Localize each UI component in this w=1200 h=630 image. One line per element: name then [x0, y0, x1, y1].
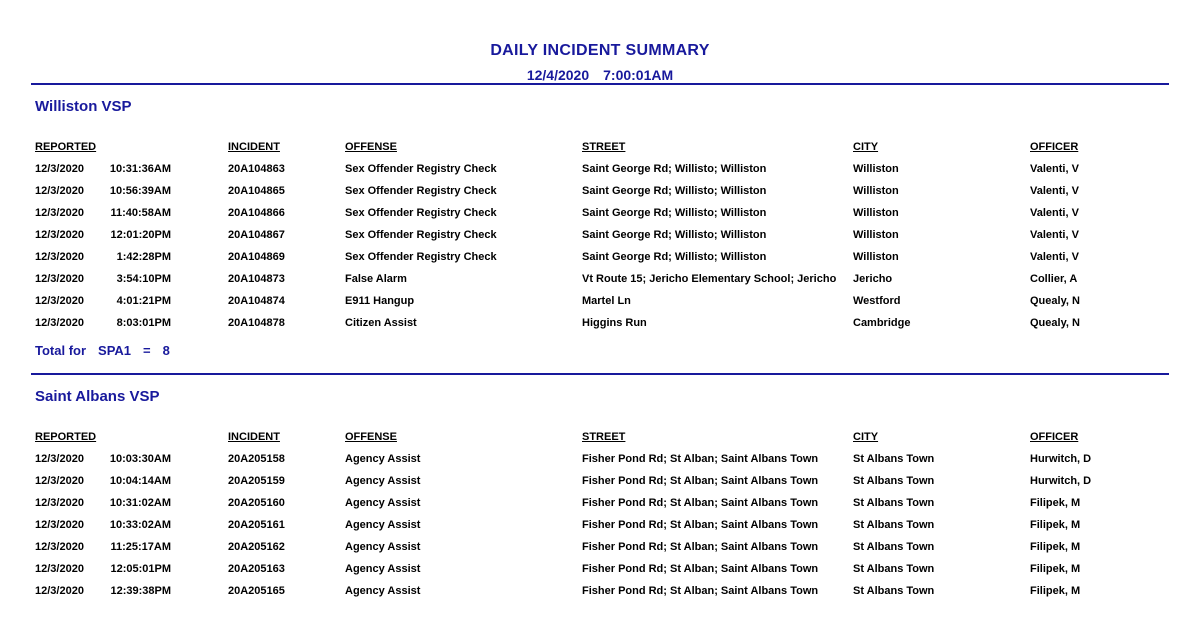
- cell-incident: 20A205161: [228, 519, 285, 531]
- cell-offense: Agency Assist: [345, 497, 421, 509]
- reported-date: 12/3/2020: [35, 563, 84, 575]
- cell-city: Williston: [853, 185, 899, 197]
- cell-incident: 20A104878: [228, 317, 285, 329]
- cell-offense: Sex Offender Registry Check: [345, 251, 497, 263]
- cell-incident: 20A104866: [228, 207, 285, 219]
- reported-date: 12/3/2020: [35, 163, 84, 175]
- table-row: [35, 536, 1169, 558]
- reported-date: 12/3/2020: [35, 317, 84, 329]
- cell-city: Williston: [853, 163, 899, 175]
- reported-date: 12/3/2020: [35, 475, 84, 487]
- section-divider: [31, 373, 1169, 375]
- reported-time: 4:01:21PM: [116, 295, 171, 307]
- report-date: 12/4/2020: [526, 67, 590, 83]
- table-row: [35, 514, 1169, 536]
- reported-time: 1:42:28PM: [116, 251, 171, 263]
- cell-officer: Valenti, V: [1030, 251, 1079, 263]
- cell-incident: 20A205160: [228, 497, 285, 509]
- cell-incident: 20A104874: [228, 295, 285, 307]
- cell-city: Westford: [853, 295, 901, 307]
- cell-city: St Albans Town: [853, 563, 935, 575]
- cell-city: Jericho: [853, 273, 893, 285]
- reported-date: 12/3/2020: [35, 229, 84, 241]
- reported-time: 10:04:14AM: [109, 475, 171, 487]
- cell-officer: Quealy, N: [1030, 317, 1080, 329]
- cell-officer: Valenti, V: [1030, 229, 1079, 241]
- cell-street: Fisher Pond Rd; St Alban; Saint Albans Town: [582, 497, 819, 509]
- total-code: SPA1: [98, 343, 132, 358]
- column-header: OFFENSE: [345, 431, 397, 443]
- cell-reported: [35, 163, 228, 175]
- reported-date: 12/3/2020: [35, 585, 84, 597]
- cell-incident: 20A205165: [228, 585, 285, 597]
- cell-street: Saint George Rd; Willisto; Williston: [582, 163, 767, 175]
- cell-offense: Agency Assist: [345, 563, 421, 575]
- cell-incident: 20A104865: [228, 185, 285, 197]
- reported-date: 12/3/2020: [35, 251, 84, 263]
- cell-offense: Sex Offender Registry Check: [345, 185, 497, 197]
- reported-date: 12/3/2020: [35, 519, 84, 531]
- section-title: Saint Albans VSP: [35, 388, 160, 405]
- cell-city: St Albans Town: [853, 541, 935, 553]
- table-row: [35, 180, 1169, 202]
- cell-incident: 20A205163: [228, 563, 285, 575]
- reported-date: 12/3/2020: [35, 185, 84, 197]
- report-datetime: [31, 67, 1169, 83]
- cell-street: Saint George Rd; Willisto; Williston: [582, 185, 767, 197]
- cell-reported: [35, 497, 228, 509]
- cell-reported: [35, 317, 228, 329]
- cell-incident: 20A104873: [228, 273, 285, 285]
- table-row: [35, 224, 1169, 246]
- reported-time: 3:54:10PM: [116, 273, 171, 285]
- incident-table: [31, 426, 1169, 602]
- cell-reported: [35, 541, 228, 553]
- cell-officer: Hurwitch, D: [1030, 453, 1092, 465]
- cell-officer: Filipek, M: [1030, 519, 1081, 531]
- cell-reported: [35, 585, 228, 597]
- report-header: [31, 0, 1169, 83]
- total-value: 8: [162, 343, 170, 358]
- cell-street: Fisher Pond Rd; St Alban; Saint Albans Town: [582, 453, 819, 465]
- reported-date: 12/3/2020: [35, 497, 84, 509]
- cell-offense: Agency Assist: [345, 541, 421, 553]
- cell-street: Fisher Pond Rd; St Alban; Saint Albans Town: [582, 563, 819, 575]
- reported-time: 8:03:01PM: [116, 317, 171, 329]
- reported-date: 12/3/2020: [35, 207, 84, 219]
- table-row: [35, 558, 1169, 580]
- cell-street: Higgins Run: [582, 317, 647, 329]
- column-header: CITY: [853, 141, 879, 153]
- cell-city: St Albans Town: [853, 519, 935, 531]
- cell-city: St Albans Town: [853, 585, 935, 597]
- reported-date: 12/3/2020: [35, 453, 84, 465]
- cell-offense: False Alarm: [345, 273, 407, 285]
- cell-reported: [35, 207, 228, 219]
- column-header: STREET: [582, 431, 626, 443]
- table-row: [35, 290, 1169, 312]
- table-body: [35, 448, 1169, 602]
- column-header: OFFICER: [1030, 431, 1079, 443]
- cell-officer: Collier, A: [1030, 273, 1078, 285]
- cell-city: Williston: [853, 251, 899, 263]
- cell-reported: [35, 185, 228, 197]
- cell-officer: Valenti, V: [1030, 163, 1079, 175]
- cell-city: St Albans Town: [853, 475, 935, 487]
- reported-time: 12:05:01PM: [110, 563, 171, 575]
- cell-offense: Agency Assist: [345, 453, 421, 465]
- cell-offense: E911 Hangup: [345, 295, 415, 307]
- reported-time: 12:39:38PM: [110, 585, 171, 597]
- cell-officer: Filipek, M: [1030, 497, 1081, 509]
- report-section: [31, 373, 1169, 602]
- reported-time: 11:40:58AM: [110, 207, 171, 219]
- cell-incident: 20A104863: [228, 163, 285, 175]
- reported-time: 10:33:02AM: [109, 519, 171, 531]
- cell-offense: Agency Assist: [345, 475, 421, 487]
- cell-offense: Agency Assist: [345, 585, 421, 597]
- cell-officer: Filipek, M: [1030, 541, 1081, 553]
- page-title: DAILY INCIDENT SUMMARY: [490, 42, 710, 59]
- reported-time: 12:01:20PM: [110, 229, 171, 241]
- table-row: [35, 470, 1169, 492]
- cell-officer: Hurwitch, D: [1030, 475, 1092, 487]
- column-header: OFFICER: [1030, 141, 1079, 153]
- cell-reported: [35, 273, 228, 285]
- table-row: [35, 492, 1169, 514]
- table-row: [35, 158, 1169, 180]
- cell-officer: Quealy, N: [1030, 295, 1080, 307]
- cell-city: St Albans Town: [853, 453, 935, 465]
- section-title: Williston VSP: [35, 98, 132, 115]
- cell-city: Williston: [853, 229, 899, 241]
- cell-reported: [35, 453, 228, 465]
- table-row: [35, 202, 1169, 224]
- cell-city: Williston: [853, 207, 899, 219]
- table-row: [35, 268, 1169, 290]
- cell-street: Fisher Pond Rd; St Alban; Saint Albans Town: [582, 475, 819, 487]
- cell-offense: Sex Offender Registry Check: [345, 207, 497, 219]
- cell-offense: Sex Offender Registry Check: [345, 163, 497, 175]
- cell-reported: [35, 519, 228, 531]
- column-header: REPORTED: [35, 431, 97, 443]
- cell-incident: 20A205158: [228, 453, 285, 465]
- cell-offense: Citizen Assist: [345, 317, 417, 329]
- cell-street: Saint George Rd; Willisto; Williston: [582, 229, 767, 241]
- cell-reported: [35, 475, 228, 487]
- report-section: [31, 83, 1169, 358]
- reported-time: 10:31:36AM: [109, 163, 171, 175]
- cell-reported: [35, 251, 228, 263]
- cell-street: Martel Ln: [582, 295, 631, 307]
- total-equals: =: [143, 343, 151, 358]
- column-header: INCIDENT: [228, 431, 280, 443]
- column-header-row: [35, 136, 1169, 158]
- table-row: [35, 312, 1169, 334]
- table-row: [35, 448, 1169, 470]
- column-header-row: [35, 426, 1169, 448]
- cell-street: Saint George Rd; Willisto; Williston: [582, 207, 767, 219]
- cell-offense: Sex Offender Registry Check: [345, 229, 497, 241]
- total-label: Total for: [35, 343, 87, 358]
- cell-offense: Agency Assist: [345, 519, 421, 531]
- reported-time: 10:03:30AM: [109, 453, 171, 465]
- cell-officer: Valenti, V: [1030, 185, 1079, 197]
- cell-incident: 20A205162: [228, 541, 285, 553]
- cell-officer: Filipek, M: [1030, 563, 1081, 575]
- column-header: CITY: [853, 431, 879, 443]
- cell-officer: Valenti, V: [1030, 207, 1079, 219]
- cell-city: St Albans Town: [853, 497, 935, 509]
- column-header: REPORTED: [35, 141, 97, 153]
- cell-city: Cambridge: [853, 317, 911, 329]
- cell-street: Fisher Pond Rd; St Alban; Saint Albans Town: [582, 519, 819, 531]
- cell-incident: 20A205159: [228, 475, 285, 487]
- table-row: [35, 246, 1169, 268]
- incident-table: [31, 136, 1169, 334]
- reported-date: 12/3/2020: [35, 541, 84, 553]
- column-header: OFFENSE: [345, 141, 397, 153]
- cell-incident: 20A104869: [228, 251, 285, 263]
- table-body: [35, 158, 1169, 334]
- section-total: [31, 343, 1169, 358]
- cell-officer: Filipek, M: [1030, 585, 1081, 597]
- column-header: STREET: [582, 141, 626, 153]
- cell-street: Fisher Pond Rd; St Alban; Saint Albans Town: [582, 585, 819, 597]
- table-row: [35, 580, 1169, 602]
- reported-time: 10:56:39AM: [109, 185, 171, 197]
- cell-street: Vt Route 15; Jericho Elementary School; Jericho: [582, 273, 837, 285]
- section-divider: [31, 83, 1169, 85]
- column-header: INCIDENT: [228, 141, 280, 153]
- cell-incident: 20A104867: [228, 229, 285, 241]
- cell-street: Fisher Pond Rd; St Alban; Saint Albans Town: [582, 541, 819, 553]
- reported-date: 12/3/2020: [35, 295, 84, 307]
- cell-street: Saint George Rd; Willisto; Williston: [582, 251, 767, 263]
- reported-time: 10:31:02AM: [109, 497, 171, 509]
- cell-reported: [35, 229, 228, 241]
- cell-reported: [35, 295, 228, 307]
- reported-time: 11:25:17AM: [110, 541, 171, 553]
- cell-reported: [35, 563, 228, 575]
- reported-date: 12/3/2020: [35, 273, 84, 285]
- report-time: 7:00:01AM: [603, 67, 674, 83]
